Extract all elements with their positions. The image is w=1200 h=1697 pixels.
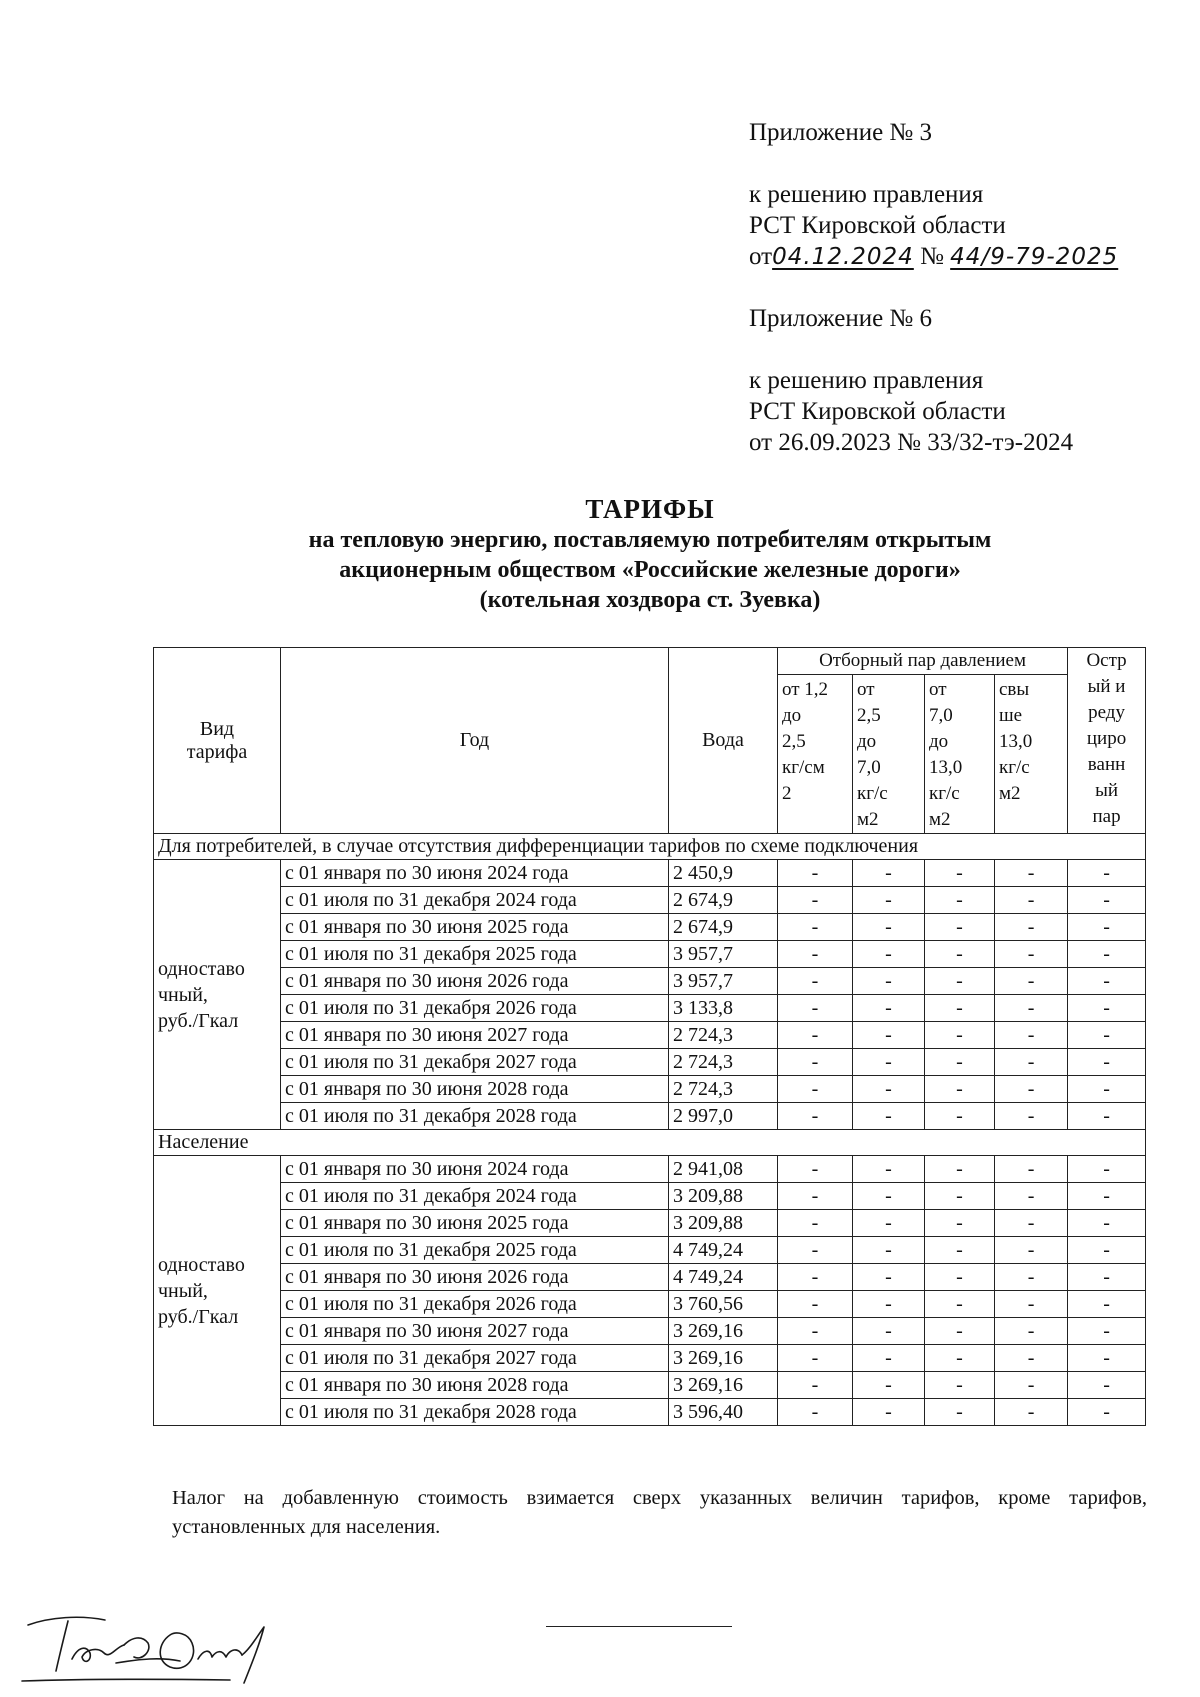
period-cell: с 01 января по 30 июня 2025 года [281,1210,669,1237]
steam-2-5-7-cell: - [853,860,925,887]
period-cell: с 01 июля по 31 декабря 2026 года [281,995,669,1022]
period-cell: с 01 июля по 31 декабря 2026 года [281,1291,669,1318]
table-row [154,860,1146,887]
steam-2-5-7-cell: - [853,1156,925,1183]
period-cell: с 01 января по 30 июня 2024 года [281,1156,669,1183]
steam-2-5-7-cell: - [853,1076,925,1103]
steam-over-13-cell: - [995,1210,1068,1237]
table-row [154,968,1146,995]
steam-1-2-2-5-cell: - [778,1237,853,1264]
document-title-block [150,493,1150,615]
steam-2-5-7-cell: - [853,1345,925,1372]
table-row [154,941,1146,968]
appendix-3-date-prefix: от [749,243,773,270]
steam-1-2-2-5-cell: - [778,1372,853,1399]
vat-note: Налог на добавленную стоимость взимается сверх указанных величин тарифов, кроме тарифов, установленных для населения. [172,1487,1147,1538]
steam-over-13-cell: - [995,1049,1068,1076]
water-tariff-cell: 3 209,88 [669,1183,778,1210]
appendix-3-date-line [749,241,1118,273]
water-tariff-cell: 2 724,3 [669,1049,778,1076]
section-header-row [154,834,1146,860]
sharp-steam-cell: - [1068,1237,1146,1264]
steam-2-5-7-cell: - [853,995,925,1022]
steam-7-13-cell: - [925,1318,995,1345]
appendix-6-block [749,303,1073,458]
sharp-steam-cell: - [1068,995,1146,1022]
steam-1-2-2-5-cell: - [778,860,853,887]
water-tariff-cell: 4 749,24 [669,1237,778,1264]
period-cell: с 01 июля по 31 декабря 2027 года [281,1345,669,1372]
steam-1-2-2-5-cell: - [778,1345,853,1372]
steam-2-5-7-cell: - [853,1237,925,1264]
document-subtitle-line2: акционерным обществом «Российские железные дороги» [339,557,961,583]
table-row [154,1264,1146,1291]
sharp-steam-cell: - [1068,1103,1146,1130]
steam-over-13-cell: - [995,995,1068,1022]
sharp-steam-cell: - [1068,1076,1146,1103]
period-cell: с 01 июля по 31 декабря 2024 года [281,1183,669,1210]
appendix-3-line2: РСТ Кировской области [749,212,1006,239]
tariff-table-body [154,834,1146,1426]
steam-7-13-cell: - [925,1156,995,1183]
steam-7-13-cell: - [925,887,995,914]
period-cell: с 01 января по 30 июня 2027 года [281,1022,669,1049]
steam-7-13-cell: - [925,968,995,995]
steam-1-2-2-5-cell: - [778,1076,853,1103]
steam-1-2-2-5-cell: - [778,1264,853,1291]
steam-2-5-7-cell: - [853,1264,925,1291]
header-ostr: Остр ый и реду циро ванн ый пар [1068,648,1146,834]
water-tariff-cell: 2 450,9 [669,860,778,887]
water-tariff-cell: 3 269,16 [669,1318,778,1345]
sharp-steam-cell: - [1068,941,1146,968]
steam-over-13-cell: - [995,1264,1068,1291]
steam-over-13-cell: - [995,1291,1068,1318]
water-tariff-cell: 3 133,8 [669,995,778,1022]
table-row [154,1103,1146,1130]
steam-1-2-2-5-cell: - [778,1103,853,1130]
water-tariff-cell: 2 997,0 [669,1103,778,1130]
steam-2-5-7-cell: - [853,1291,925,1318]
steam-7-13-cell: - [925,860,995,887]
steam-1-2-2-5-cell: - [778,995,853,1022]
table-row [154,1345,1146,1372]
table-row [154,1076,1146,1103]
water-tariff-cell: 3 209,88 [669,1210,778,1237]
water-tariff-cell: 4 749,24 [669,1264,778,1291]
steam-1-2-2-5-cell: - [778,1022,853,1049]
header-voda: Вода [669,648,778,834]
header-row-1 [154,648,1146,675]
steam-7-13-cell: - [925,1022,995,1049]
sharp-steam-cell: - [1068,1372,1146,1399]
steam-7-13-cell: - [925,941,995,968]
signature-image [20,1587,290,1687]
steam-over-13-cell: - [995,1183,1068,1210]
steam-1-2-2-5-cell: - [778,941,853,968]
appendix-6-line2: РСТ Кировской области [749,398,1006,425]
steam-7-13-cell: - [925,1399,995,1426]
steam-over-13-cell: - [995,1237,1068,1264]
steam-2-5-7-cell: - [853,914,925,941]
sharp-steam-cell: - [1068,1291,1146,1318]
table-row [154,1318,1146,1345]
document-subtitle-line3: (котельная хоздвора ст. Зуевка) [479,587,821,613]
water-tariff-cell: 2 674,9 [669,914,778,941]
period-cell: с 01 января по 30 июня 2026 года [281,1264,669,1291]
steam-over-13-cell: - [995,1076,1068,1103]
tariff-type-line: руб./Гкал [158,1305,239,1328]
period-cell: с 01 января по 30 июня 2026 года [281,968,669,995]
sharp-steam-cell: - [1068,860,1146,887]
sharp-steam-cell: - [1068,914,1146,941]
tariff-type-cell [154,1156,281,1426]
steam-2-5-7-cell: - [853,1318,925,1345]
steam-7-13-cell: - [925,1049,995,1076]
steam-over-13-cell: - [995,968,1068,995]
steam-2-5-7-cell: - [853,1103,925,1130]
water-tariff-cell: 2 724,3 [669,1076,778,1103]
table-row [154,1291,1146,1318]
sharp-steam-cell: - [1068,968,1146,995]
steam-over-13-cell: - [995,1318,1068,1345]
sharp-steam-cell: - [1068,1318,1146,1345]
tariff-type-line: руб./Гкал [158,1009,239,1032]
steam-over-13-cell: - [995,1022,1068,1049]
table-row [154,1156,1146,1183]
steam-7-13-cell: - [925,1183,995,1210]
table-row [154,1022,1146,1049]
appendix-6-line3: от 26.09.2023 № 33/32-тэ-2024 [749,429,1074,456]
steam-2-5-7-cell: - [853,1049,925,1076]
steam-over-13-cell: - [995,887,1068,914]
table-row [154,1210,1146,1237]
steam-2-5-7-cell: - [853,1372,925,1399]
sharp-steam-cell: - [1068,1022,1146,1049]
steam-7-13-cell: - [925,1237,995,1264]
appendix-3-number-prefix: № [920,243,944,270]
sharp-steam-cell: - [1068,1049,1146,1076]
sharp-steam-cell: - [1068,1399,1146,1426]
steam-1-2-2-5-cell: - [778,1318,853,1345]
steam-7-13-cell: - [925,1210,995,1237]
header-vid: Вид тарифа [154,648,281,834]
steam-7-13-cell: - [925,1372,995,1399]
period-cell: с 01 июля по 31 декабря 2027 года [281,1049,669,1076]
period-cell: с 01 января по 30 июня 2028 года [281,1076,669,1103]
period-cell: с 01 июля по 31 декабря 2028 года [281,1399,669,1426]
section-label: Для потребителей, в случае отсутствия дифференциации тарифов по схеме подключения [154,834,1146,860]
section-header-row [154,1130,1146,1156]
steam-7-13-cell: - [925,1345,995,1372]
steam-1-2-2-5-cell: - [778,887,853,914]
water-tariff-cell: 2 941,08 [669,1156,778,1183]
steam-7-13-cell: - [925,1291,995,1318]
steam-7-13-cell: - [925,914,995,941]
period-cell: с 01 июля по 31 декабря 2025 года [281,941,669,968]
appendix-3-date: 04.12.2024 [772,244,914,270]
steam-2-5-7-cell: - [853,1022,925,1049]
water-tariff-cell: 3 760,56 [669,1291,778,1318]
table-row [154,887,1146,914]
steam-1-2-2-5-cell: - [778,1156,853,1183]
appendix-3-title: Приложение № 3 [749,119,933,146]
steam-over-13-cell: - [995,1156,1068,1183]
period-cell: с 01 июля по 31 декабря 2024 года [281,887,669,914]
header-p2: от 2,5 до 7,0 кг/с м2 [853,675,925,834]
steam-7-13-cell: - [925,1076,995,1103]
steam-over-13-cell: - [995,860,1068,887]
water-tariff-cell: 2 724,3 [669,1022,778,1049]
tariff-type-line: чный, [158,1279,208,1302]
period-cell: с 01 января по 30 июня 2028 года [281,1372,669,1399]
steam-2-5-7-cell: - [853,887,925,914]
table-row [154,1372,1146,1399]
steam-7-13-cell: - [925,1103,995,1130]
period-cell: с 01 января по 30 июня 2027 года [281,1318,669,1345]
sharp-steam-cell: - [1068,1264,1146,1291]
header-p4: свы ше 13,0 кг/с м2 [995,675,1068,834]
steam-1-2-2-5-cell: - [778,914,853,941]
water-tariff-cell: 3 269,16 [669,1372,778,1399]
sharp-steam-cell: - [1068,887,1146,914]
sharp-steam-cell: - [1068,1183,1146,1210]
steam-over-13-cell: - [995,1372,1068,1399]
steam-1-2-2-5-cell: - [778,1210,853,1237]
section-label: Население [154,1130,1146,1156]
header-otbor: Отборный пар давлением [778,648,1068,675]
steam-2-5-7-cell: - [853,968,925,995]
tariff-type-line: одноставо [158,957,245,980]
period-cell: с 01 июля по 31 декабря 2025 года [281,1237,669,1264]
bottom-divider [546,1626,732,1627]
water-tariff-cell: 3 269,16 [669,1345,778,1372]
steam-1-2-2-5-cell: - [778,1291,853,1318]
tariff-type-line: чный, [158,983,208,1006]
document-title: ТАРИФЫ [585,494,715,524]
water-tariff-cell: 2 674,9 [669,887,778,914]
table-row [154,914,1146,941]
steam-2-5-7-cell: - [853,1210,925,1237]
table-row [154,1049,1146,1076]
steam-1-2-2-5-cell: - [778,968,853,995]
water-tariff-cell: 3 957,7 [669,941,778,968]
table-row [154,995,1146,1022]
tariff-table [153,647,1146,1426]
steam-2-5-7-cell: - [853,941,925,968]
steam-7-13-cell: - [925,1264,995,1291]
sharp-steam-cell: - [1068,1210,1146,1237]
water-tariff-cell: 3 957,7 [669,968,778,995]
sharp-steam-cell: - [1068,1156,1146,1183]
header-p1: от 1,2 до 2,5 кг/см 2 [778,675,853,834]
steam-over-13-cell: - [995,1399,1068,1426]
steam-2-5-7-cell: - [853,1399,925,1426]
header-p3: от 7,0 до 13,0 кг/с м2 [925,675,995,834]
document-subtitle-line1: на тепловую энергию, поставляемую потребителям открытым [308,527,992,553]
steam-1-2-2-5-cell: - [778,1183,853,1210]
water-tariff-cell: 3 596,40 [669,1399,778,1426]
steam-over-13-cell: - [995,941,1068,968]
period-cell: с 01 июля по 31 декабря 2028 года [281,1103,669,1130]
steam-1-2-2-5-cell: - [778,1399,853,1426]
table-row [154,1237,1146,1264]
period-cell: с 01 января по 30 июня 2024 года [281,860,669,887]
appendix-6-title: Приложение № 6 [749,305,933,332]
steam-1-2-2-5-cell: - [778,1049,853,1076]
tariff-type-line: одноставо [158,1253,245,1276]
table-row [154,1399,1146,1426]
period-cell: с 01 января по 30 июня 2025 года [281,914,669,941]
steam-2-5-7-cell: - [853,1183,925,1210]
appendix-6-line1: к решению правления [749,367,984,394]
steam-over-13-cell: - [995,1103,1068,1130]
steam-over-13-cell: - [995,1345,1068,1372]
steam-over-13-cell: - [995,914,1068,941]
sharp-steam-cell: - [1068,1345,1146,1372]
steam-7-13-cell: - [925,995,995,1022]
table-row [154,1183,1146,1210]
appendix-3-block [749,117,1118,273]
appendix-3-line1: к решению правления [749,181,984,208]
appendix-3-number: 44/9-79-2025 [950,244,1119,270]
header-god: Год [281,648,669,834]
tariff-type-cell [154,860,281,1130]
